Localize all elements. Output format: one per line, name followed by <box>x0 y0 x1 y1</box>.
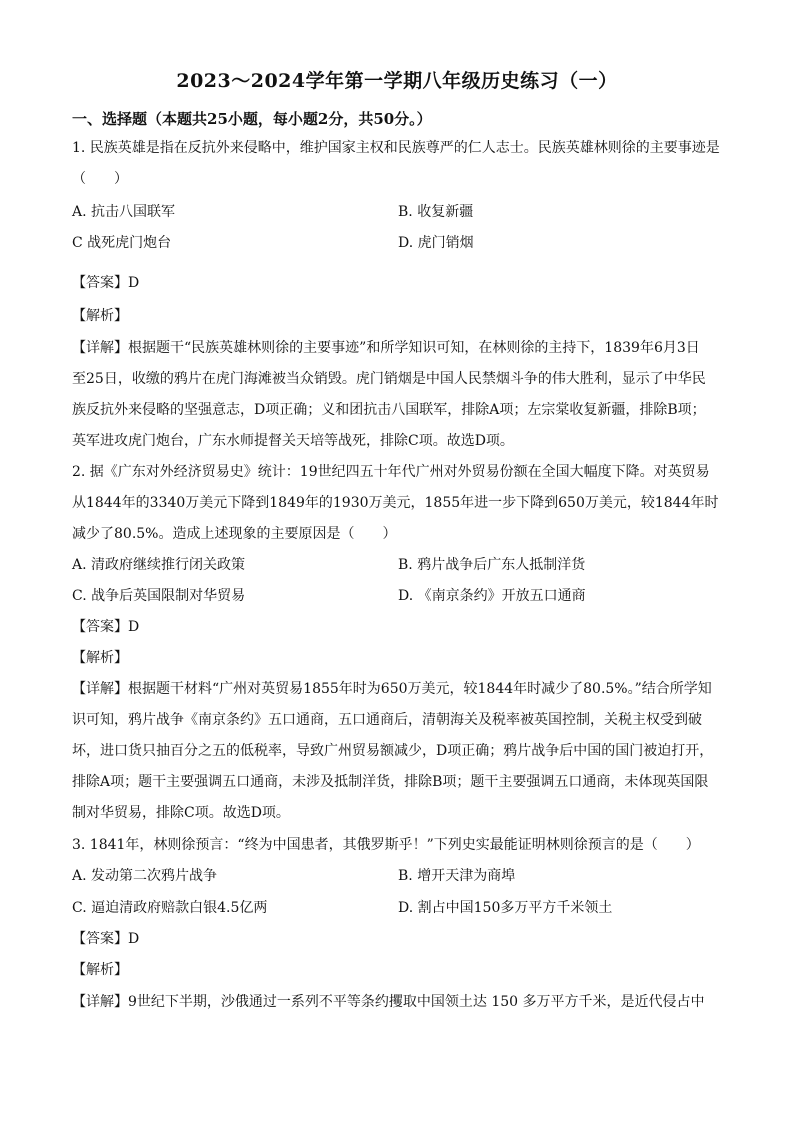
q2-analysis-label: 【解析】 <box>72 650 128 666</box>
q2-detail-line-3: 坏，进口货只抽百分之五的低税率，导致广州贸易额减少，D项正确；鸦片战争后中国的国门被迫打开， <box>72 743 714 759</box>
q1-option-b: B. 收复新疆 <box>398 204 474 220</box>
q3-option-c: C. 逼迫清政府赔款白银4.5亿两 <box>72 900 268 916</box>
q2-stem-line-3: 减少了80.5%。造成上述现象的主要原因是（ ） <box>72 526 397 542</box>
q3-analysis-label: 【解析】 <box>72 962 128 978</box>
q1-stem-line-2: （ ） <box>72 171 128 187</box>
q2-stem-line-1: 2. 据《广东对外经济贸易史》统计：19世纪四五十年代广州对外贸易份额在全国大幅度下降。对英贸易 <box>72 464 710 480</box>
q3-stem-line-1: 3. 1841年，林则徐预言：“终为中国患者，其俄罗斯乎！”下列史实最能证明林则徐预言的是（ ） <box>72 837 700 853</box>
q1-detail-line-4: 英军进攻虎门炮台，广东水师提督关天培等战死，排除C项。故选D项。 <box>72 433 514 449</box>
q1-detail-line-3: 族反抗外来侵略的坚强意志，D项正确；义和团抗击八国联军，排除A项；左宗棠收复新疆，排除B项； <box>72 402 706 418</box>
q2-detail-line-2: 识可知，鸦片战争《南京条约》五口通商，五口通商后，清朝海关及税率被英国控制，关税主权受到破 <box>72 712 702 728</box>
q1-detail-line-2: 至25日，收缴的鸦片在虎门海滩被当众销毁。虎门销烟是中国人民禁烟斗争的伟大胜利，显示了中华民 <box>72 371 706 387</box>
q3-option-d: D. 割占中国150多万平方千米领土 <box>398 900 613 916</box>
q1-analysis-label: 【解析】 <box>72 308 128 324</box>
q2-option-d: D. 《南京条约》开放五口通商 <box>398 588 586 604</box>
page-title: 2023～2024学年第一学期八年级历史练习（一） <box>176 70 618 92</box>
q3-option-a: A. 发动第二次鸦片战争 <box>72 868 218 884</box>
q1-stem-line-1: 1. 民族英雄是指在反抗外来侵略中，维护国家主权和民族尊严的仁人志士。民族英雄林则徐的主要事迹是 <box>72 140 720 156</box>
q2-option-c: C. 战争后英国限制对华贸易 <box>72 588 246 604</box>
q3-option-b: B. 增开天津为商埠 <box>398 868 516 884</box>
q2-detail-line-4: 排除A项；题干主要强调五口通商，未涉及抵制洋货，排除B项；题干主要强调五口通商，未体现英国限 <box>72 774 709 790</box>
q1-option-a: A. 抗击八国联军 <box>72 204 176 220</box>
q1-option-c: C 战死虎门炮台 <box>72 235 172 251</box>
q2-option-a: A. 清政府继续推行闭关政策 <box>72 557 246 573</box>
section-heading: 一、选择题（本题共25小题，每小题2分，共50分。） <box>72 110 432 128</box>
q1-answer: 【答案】D <box>72 275 140 291</box>
q1-detail-line-1: 【详解】根据题干“民族英雄林则徐的主要事迹”和所学知识可知，在林则徐的主持下，1839年6月3日 <box>72 340 700 356</box>
q2-detail-line-1: 【详解】根据题干材料“广州对英贸易1855年时为650万美元，较1844年时减少了80.5%。”结合所学知 <box>72 681 712 697</box>
q2-detail-line-5: 制对华贸易，排除C项。故选D项。 <box>72 805 290 821</box>
q3-detail-line-1: 【详解】9世纪下半期，沙俄通过一系列不平等条约攫取中国领土达 150 多万平方千米，是近代侵占中 <box>72 994 705 1010</box>
q2-stem-line-2: 从1844年的3340万美元下降到1849年的1930万美元，1855年进一步下降到650万美元，较1844年时 <box>72 495 719 511</box>
q2-option-b: B. 鸦片战争后广东人抵制洋货 <box>398 557 586 573</box>
q1-option-d: D. 虎门销烟 <box>398 235 474 251</box>
q2-answer: 【答案】D <box>72 619 140 635</box>
q3-answer: 【答案】D <box>72 931 140 947</box>
